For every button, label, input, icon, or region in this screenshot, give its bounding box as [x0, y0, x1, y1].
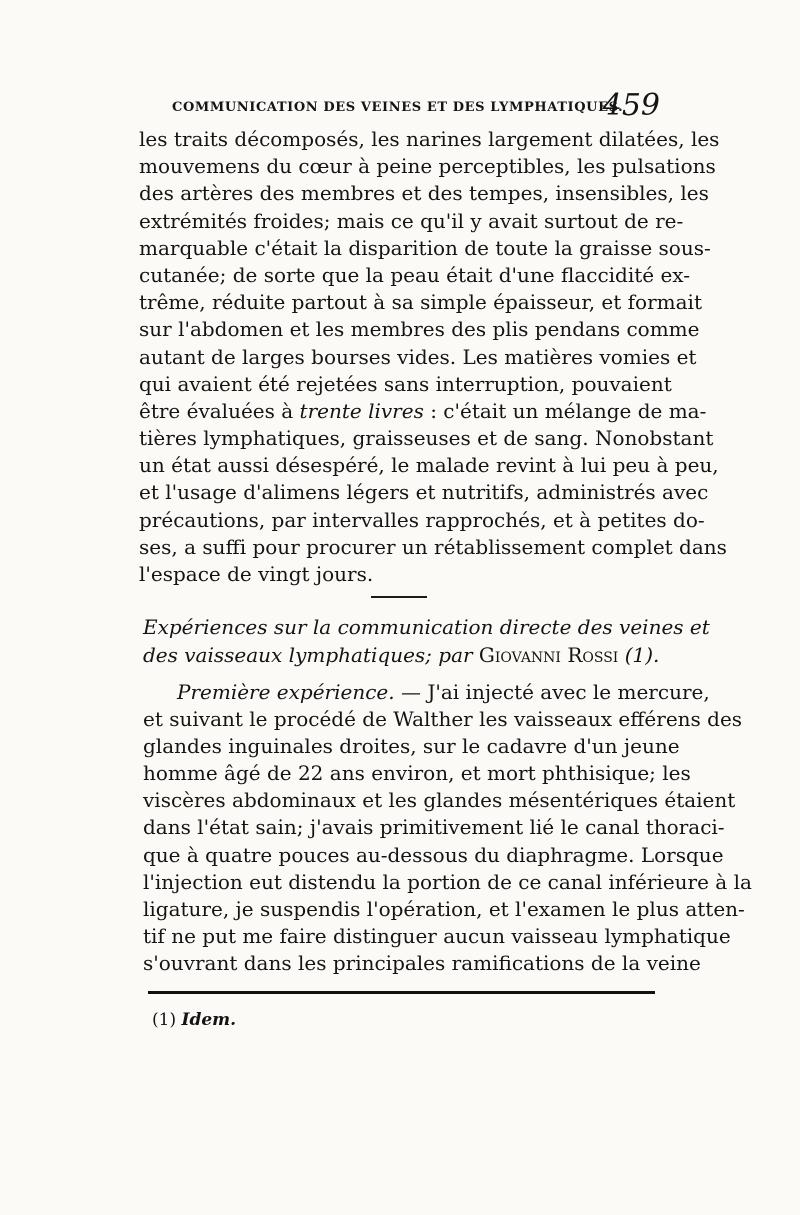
text-run: — J'ai injecté avec le mercure, — [401, 680, 710, 704]
footnote-marker: (1) — [152, 1010, 177, 1030]
text-line: des artères des membres et des tempes, insensibles, les — [139, 181, 709, 206]
text-line: et suivant le procédé de Walther les vaisseaux efférens des — [143, 707, 743, 732]
text-line: sur l'abdomen et les membres des plis pendans comme — [139, 317, 700, 342]
section-title-line: Expériences sur la communication directe des veines et — [143, 615, 710, 639]
text-line: tif ne put me faire distinguer aucun vaisseau lymphatique — [143, 923, 731, 948]
text-line: qui avaient été rejetées sans interruption, pouvaient — [139, 371, 672, 396]
text-line: trême, réduite partout à sa simple épaisseur, et formait — [139, 290, 702, 315]
text-line: viscères abdominaux et les glandes mésentériques étaient — [143, 788, 736, 813]
text-line: tières lymphatiques, graisseuses et de sang. Nonobstant — [139, 426, 714, 451]
section-separator — [371, 596, 427, 598]
paragraph-1 — [139, 126, 727, 588]
text-run: : c'était un mélange de ma- — [430, 398, 707, 423]
text-line-mixed — [139, 398, 707, 425]
text-line: et l'usage d'alimens légers et nutritifs, administrés avec — [139, 480, 709, 505]
section-title-line — [143, 641, 663, 669]
text-run: être évaluées à — [139, 398, 294, 423]
section-title — [143, 613, 710, 669]
text-line: dans l'état sain; j'avais primitivement lié le canal thoraci- — [143, 815, 725, 840]
text-line: mouvemens du cœur à peine perceptibles, les pulsations — [139, 154, 716, 179]
page-number: 459 — [602, 88, 660, 123]
section-title-prefix: des vaisseaux lymphatiques; par — [143, 643, 473, 667]
text-line: un état aussi désespéré, le malade revint à lui peu à peu, — [139, 453, 719, 478]
paragraph-2 — [143, 679, 752, 977]
footnote-text: Idem. — [181, 1010, 237, 1030]
running-head — [172, 86, 672, 126]
text-line: cutanée; de sorte que la peau était d'une flaccidité ex- — [139, 262, 690, 287]
text-line: autant de larges bourses vides. Les matières vomies et — [139, 344, 697, 369]
text-line: marquable c'était la disparition de toute la graisse sous- — [139, 235, 711, 260]
text-line: l'injection eut distendu la portion de ce canal inférieure à la — [143, 869, 752, 894]
italic-phrase: trente livres — [299, 398, 424, 423]
running-title: COMMUNICATION DES VEINES ET DES LYMPHATIQUES. — [172, 100, 624, 115]
text-line: ses, a suffi pour procurer un rétablissement complet dans — [139, 534, 727, 559]
text-line: homme âgé de 22 ans environ, et mort phthisique; les — [143, 761, 691, 786]
text-line: glandes inguinales droites, sur le cadavre d'un jeune — [143, 734, 680, 759]
text-line: les traits décomposés, les narines largement dilatées, les — [139, 127, 720, 151]
text-line: s'ouvrant dans les principales ramifications de la veine — [143, 950, 701, 975]
footnote-reference: (1). — [624, 643, 660, 667]
author-name: Giovanni Rossi — [478, 643, 619, 667]
text-line: précautions, par intervalles rapprochés, et à petites do- — [139, 507, 705, 532]
text-line: ligature, je suspendis l'opération, et l'examen le plus atten- — [143, 896, 745, 921]
text-line: l'espace de vingt jours. — [139, 562, 374, 586]
experiment-heading: Première expérience. — [177, 680, 395, 704]
text-line: extrémités froides; mais ce qu'il y avait surtout de re- — [139, 208, 684, 233]
footnote-rule — [148, 991, 655, 994]
text-line-mixed — [143, 679, 710, 706]
footnote — [152, 1009, 236, 1031]
text-line: que à quatre pouces au-dessous du diaphragme. Lorsque — [143, 842, 724, 867]
